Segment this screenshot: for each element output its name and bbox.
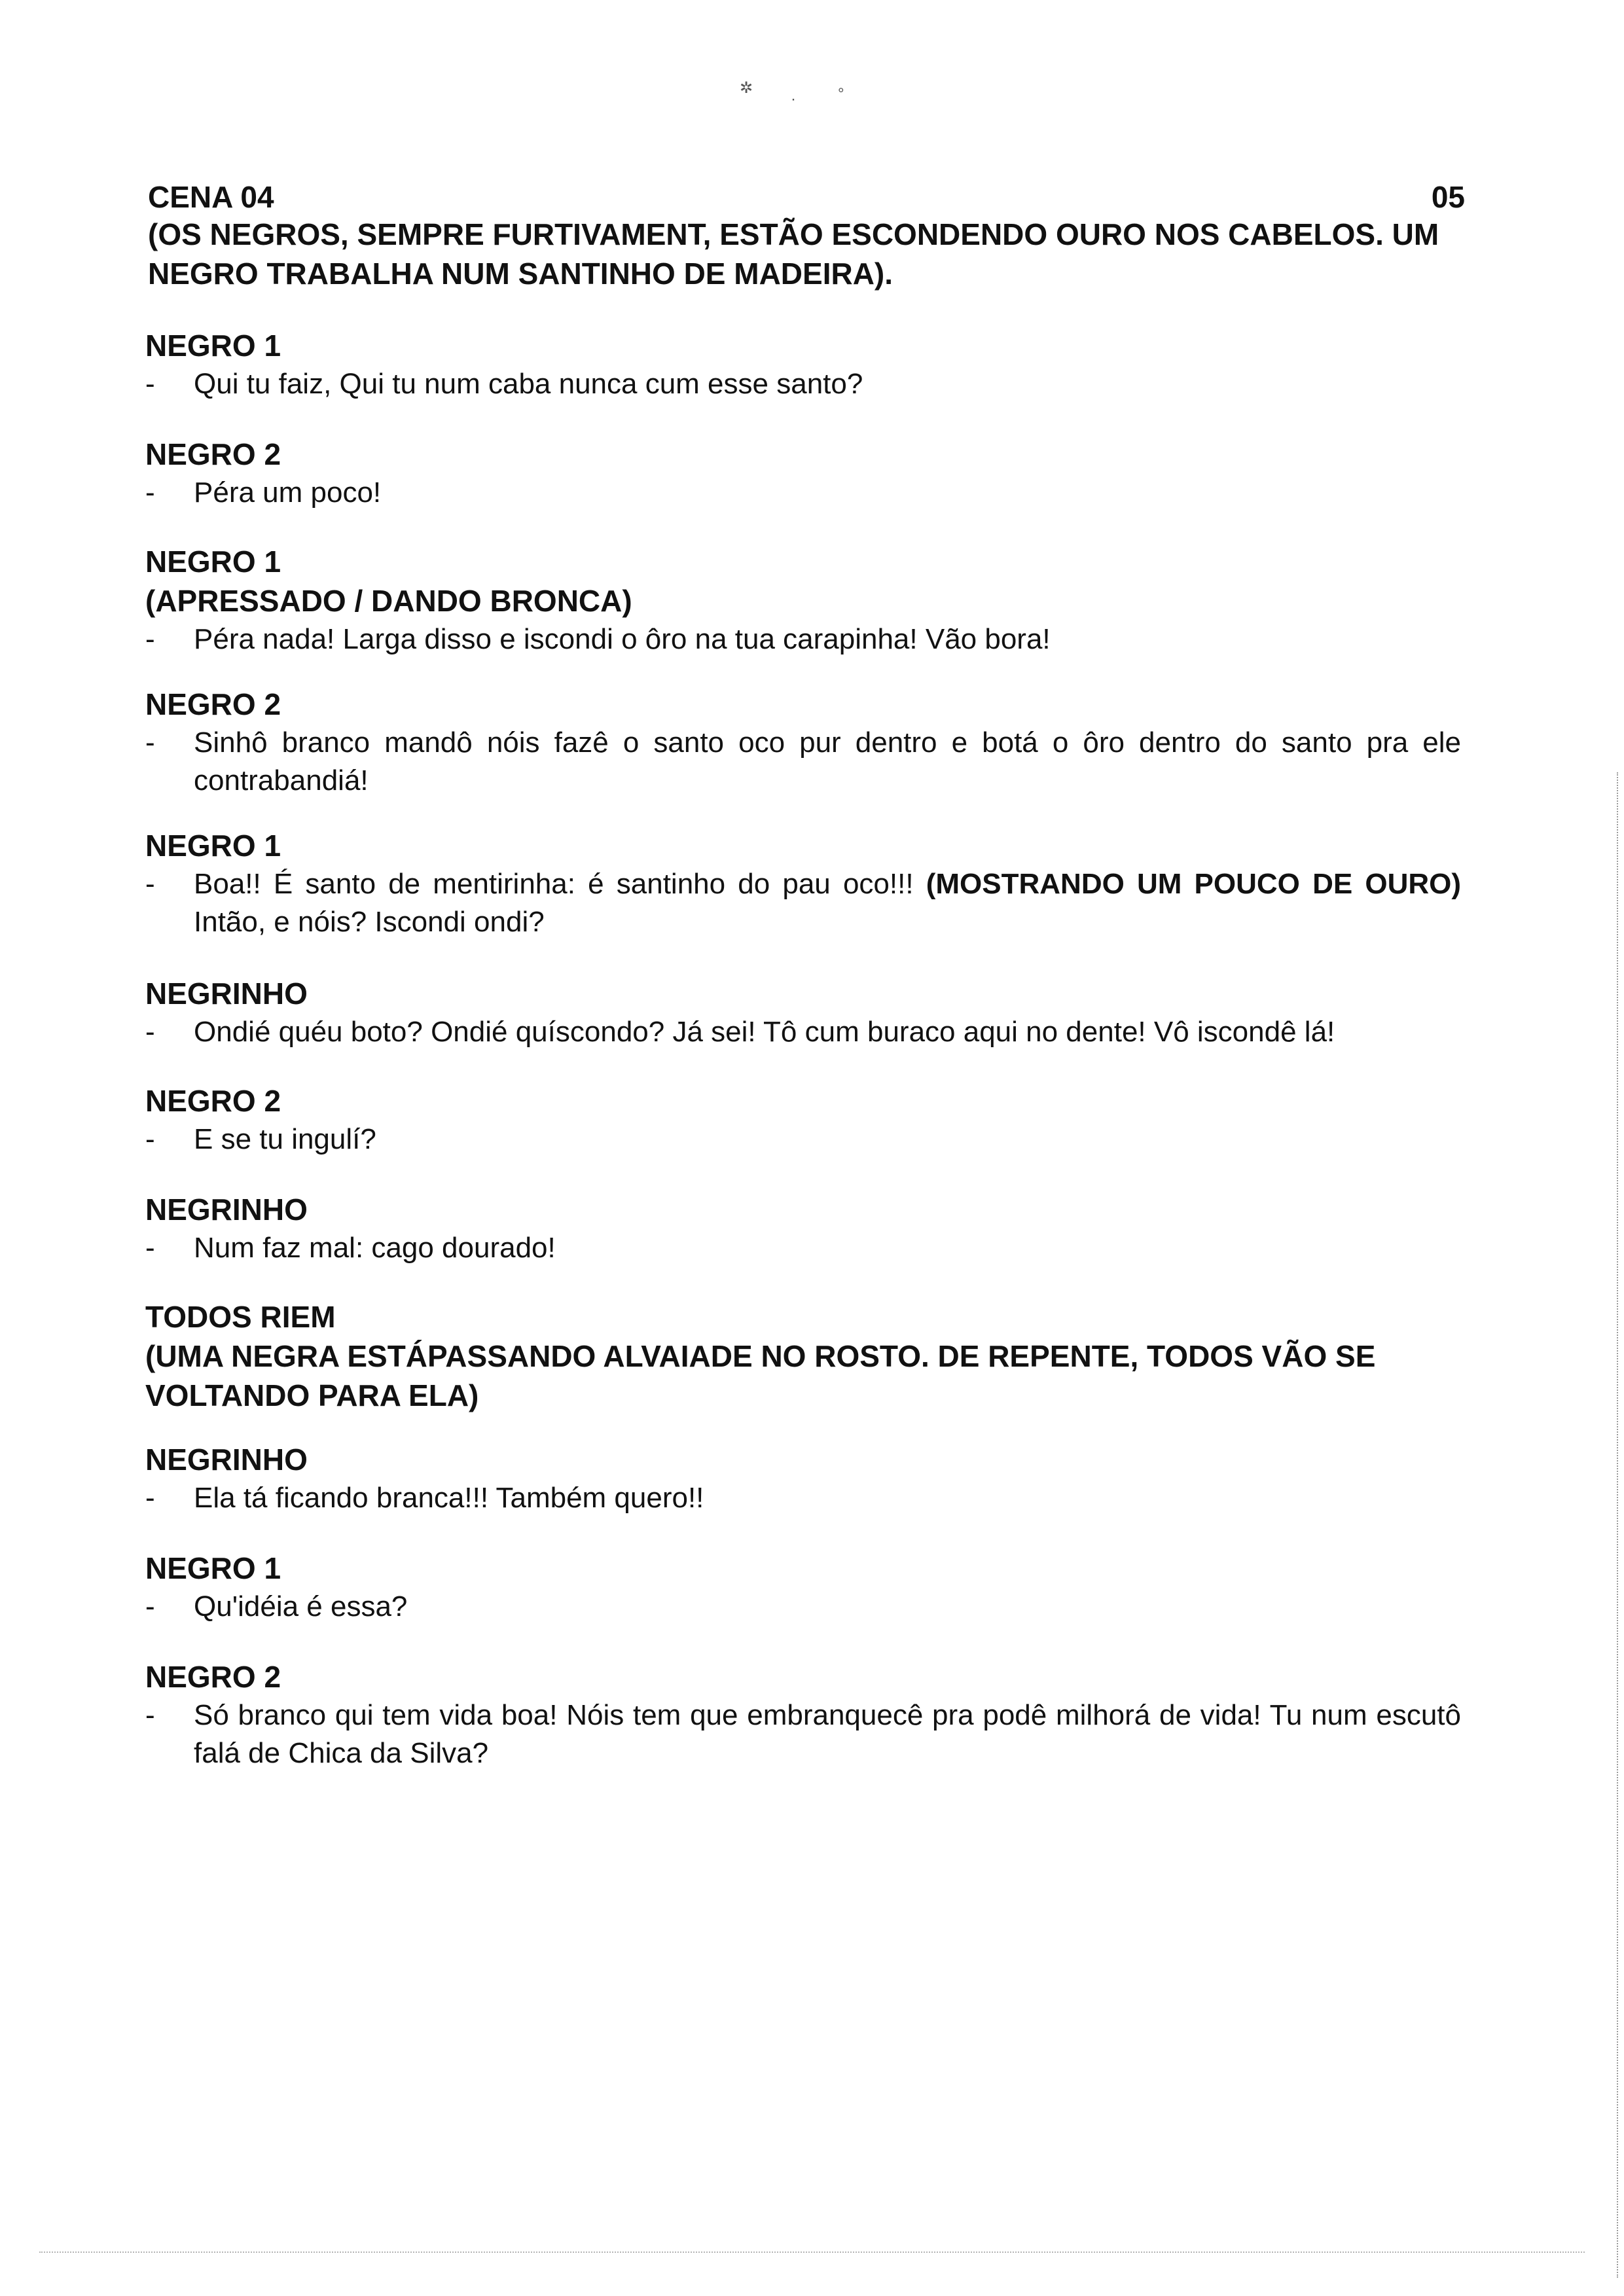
- dialogue-dash: -: [145, 726, 155, 759]
- stage-direction-title: TODOS RIEM: [145, 1300, 336, 1334]
- scan-speck: ·: [791, 90, 796, 108]
- scene-direction: (OS NEGROS, SEMPRE FURTIVAMENT, ESTÃO ESCONDENDO OURO NOS CABELOS. UM NEGRO TRABALHA NUM SANTINHO DE MADEIRA).: [148, 217, 1439, 291]
- dialogue-block: [145, 1549, 1461, 1626]
- inline-stage-direction: (MOSTRANDO UM POUCO DE OURO): [926, 868, 1462, 900]
- speaker-name: NEGRO 1: [145, 545, 281, 579]
- dialogue-text: Péra um poco!: [194, 476, 382, 509]
- dialogue-text: Péra nada! Larga disso e iscondi o ôro na tua carapinha! Vão bora!: [194, 623, 1051, 655]
- scan-edge-right: [1617, 772, 1621, 2278]
- speaker-name: NEGRO 1: [145, 329, 281, 363]
- speaker-name: NEGRO 2: [145, 1660, 281, 1694]
- speaker-name: NEGRO 2: [145, 687, 281, 721]
- dialogue-dash: -: [145, 476, 155, 509]
- dialogue-text: Sinhô branco mandô nóis fazê o santo oco pur dentro e botá o ôro dentro do santo pra ele contrabandiá!: [194, 726, 1461, 797]
- dialogue-line: [145, 724, 1461, 800]
- page-number: 05: [1431, 180, 1465, 214]
- dialogue-block: [145, 435, 1461, 512]
- dialogue-line: [145, 620, 1461, 658]
- dialogue-block: [145, 685, 1461, 800]
- dialogue-block: [145, 1081, 1461, 1158]
- speaker-name: NEGRINHO: [145, 977, 308, 1011]
- speaker-name: NEGRO 2: [145, 437, 281, 471]
- dialogue-text: Intão, e nóis? Iscondi ondi?: [194, 906, 545, 938]
- dialogue-dash: -: [145, 1590, 155, 1623]
- dialogue-line: [145, 1588, 1461, 1626]
- dialogue-block: [145, 1440, 1461, 1517]
- dialogue-text: Qu'idéia é essa?: [194, 1590, 408, 1623]
- scan-speck: °: [838, 85, 844, 103]
- dialogue-line: [145, 1121, 1461, 1158]
- dialogue-dash: -: [145, 1482, 155, 1514]
- dialogue-dash: -: [145, 1232, 155, 1264]
- dialogue-line: [145, 474, 1461, 512]
- dialogue-text: Qui tu faiz, Qui tu num caba nunca cum esse santo?: [194, 368, 863, 400]
- stage-direction-text: (UMA NEGRA ESTÁPASSANDO ALVAIADE NO ROSTO. DE REPENTE, TODOS VÃO SE VOLTANDO PARA ELA): [145, 1339, 1376, 1412]
- dialogue-text: Boa!! É santo de mentirinha: é santinho do pau oco!!!: [194, 868, 914, 900]
- dialogue-line: [145, 365, 1461, 403]
- scene-header: [148, 177, 1465, 217]
- dialogue-dash: -: [145, 1016, 155, 1048]
- dialogue-block: [145, 326, 1461, 403]
- speaker-name: NEGRO 1: [145, 1551, 281, 1585]
- scan-speck: ✲: [740, 79, 753, 97]
- speaker-name: NEGRO 2: [145, 1084, 281, 1118]
- dialogue-line: [145, 1479, 1461, 1517]
- dialogue-line: [145, 1229, 1461, 1267]
- speaker-name: NEGRINHO: [145, 1193, 308, 1227]
- stage-direction-block: [145, 1297, 1461, 1415]
- speaker-direction: (APRESSADO / DANDO BRONCA): [145, 584, 632, 618]
- dialogue-text: E se tu ingulí?: [194, 1123, 376, 1155]
- dialogue-block: [145, 1657, 1461, 1772]
- speaker-name: NEGRINHO: [145, 1443, 308, 1477]
- scene-title: CENA 04: [148, 180, 274, 214]
- dialogue-dash: -: [145, 623, 155, 655]
- dialogue-text: Num faz mal: cago dourado!: [194, 1232, 556, 1264]
- dialogue-block: [145, 1190, 1461, 1267]
- dialogue-line: [145, 1013, 1461, 1051]
- dialogue-block: [145, 974, 1461, 1051]
- dialogue-text: Ela tá ficando branca!!! Também quero!!: [194, 1482, 704, 1514]
- dialogue-line: [145, 1696, 1461, 1772]
- dialogue-block: [145, 542, 1461, 658]
- scan-edge-bottom: [39, 2251, 1585, 2254]
- dialogue-text: Só branco qui tem vida boa! Nóis tem que embranquecê pra podê milhorá de vida! Tu num escutô falá de Chica da Silva?: [194, 1699, 1461, 1769]
- dialogue-dash: -: [145, 1123, 155, 1155]
- dialogue-dash: -: [145, 368, 155, 400]
- speaker-name: NEGRO 1: [145, 829, 281, 863]
- dialogue-line: [145, 865, 1461, 941]
- dialogue-block: [145, 826, 1461, 941]
- dialogue-text: Ondié quéu boto? Ondié quíscondo? Já sei! Tô cum buraco aqui no dente! Vô iscondê lá!: [194, 1016, 1335, 1048]
- dialogue-dash: -: [145, 868, 155, 900]
- dialogue-dash: -: [145, 1699, 155, 1731]
